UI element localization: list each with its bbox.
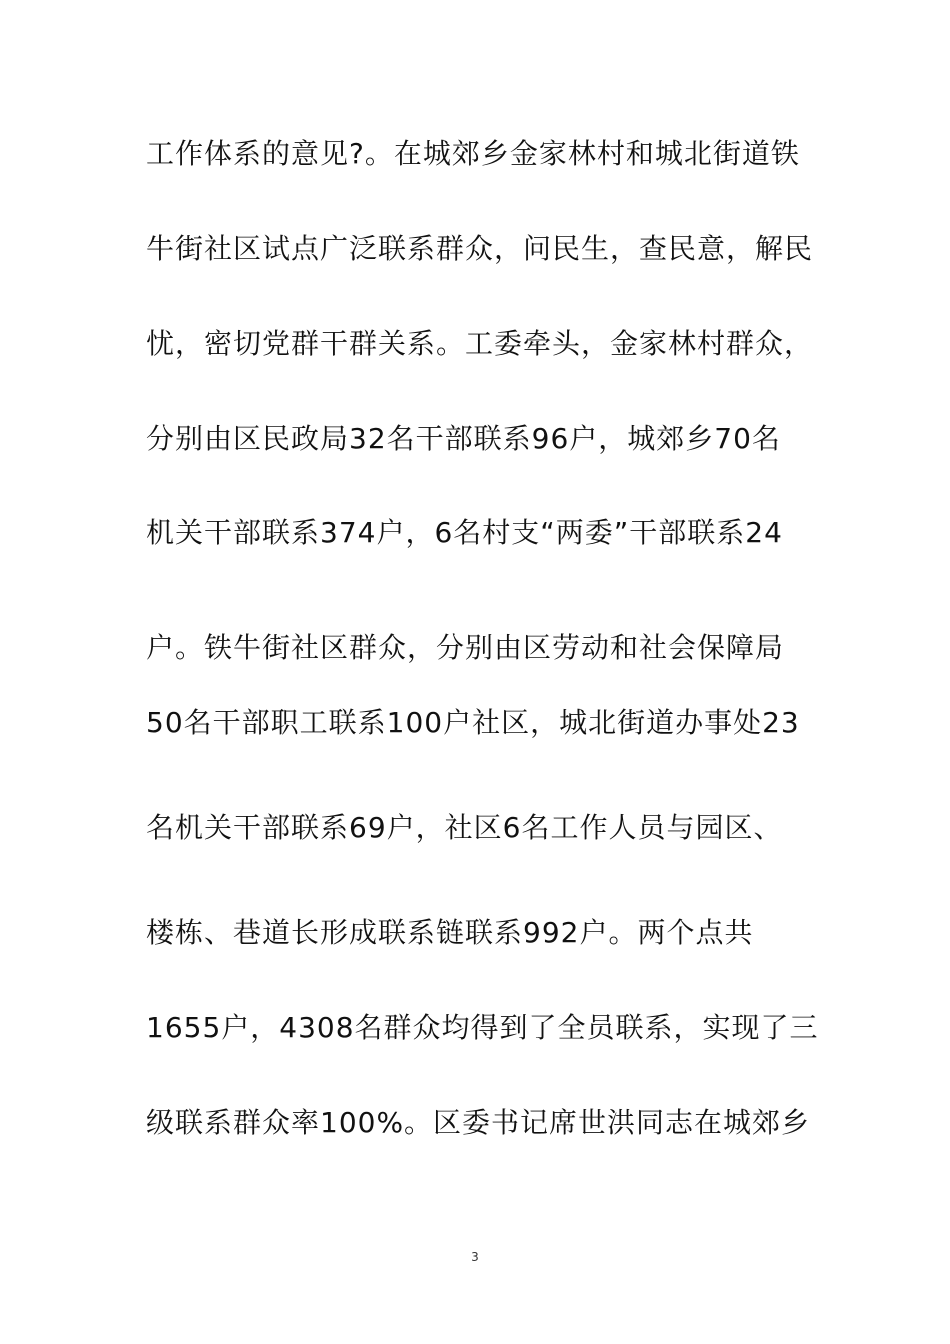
text-line-1: 工作体系的意见?。在城郊乡金家林村和城北街道铁 — [146, 137, 800, 170]
text-line-4: 分别由区民政局32名干部联系96户，城郊乡70名 — [146, 422, 781, 455]
text-line-10: 1655户，4308名群众均得到了全员联系，实现了三 — [146, 1011, 819, 1044]
text-line-2: 牛街社区试点广泛联系群众，问民生，查民意，解民 — [146, 232, 814, 265]
text-line-3: 忧，密切党群干群关系。工委牵头，金家林村群众， — [146, 327, 814, 360]
text-line-8: 名机关干部联系69户，社区6名工作人员与园区、 — [146, 811, 783, 844]
text-line-9: 楼栋、巷道长形成联系链联系992户。两个点共 — [146, 916, 754, 949]
text-line-6: 户。铁牛街社区群众，分别由区劳动和社会保障局 — [146, 631, 785, 664]
page-number: 3 — [471, 1250, 479, 1264]
text-line-5: 机关干部联系374户，6名村支“两委”干部联系24 — [146, 516, 783, 549]
text-line-7: 50名干部职工联系100户社区，城北街道办事处23 — [146, 706, 800, 739]
text-line-11: 级联系群众率100%。区委书记席世洪同志在城郊乡 — [146, 1106, 811, 1139]
